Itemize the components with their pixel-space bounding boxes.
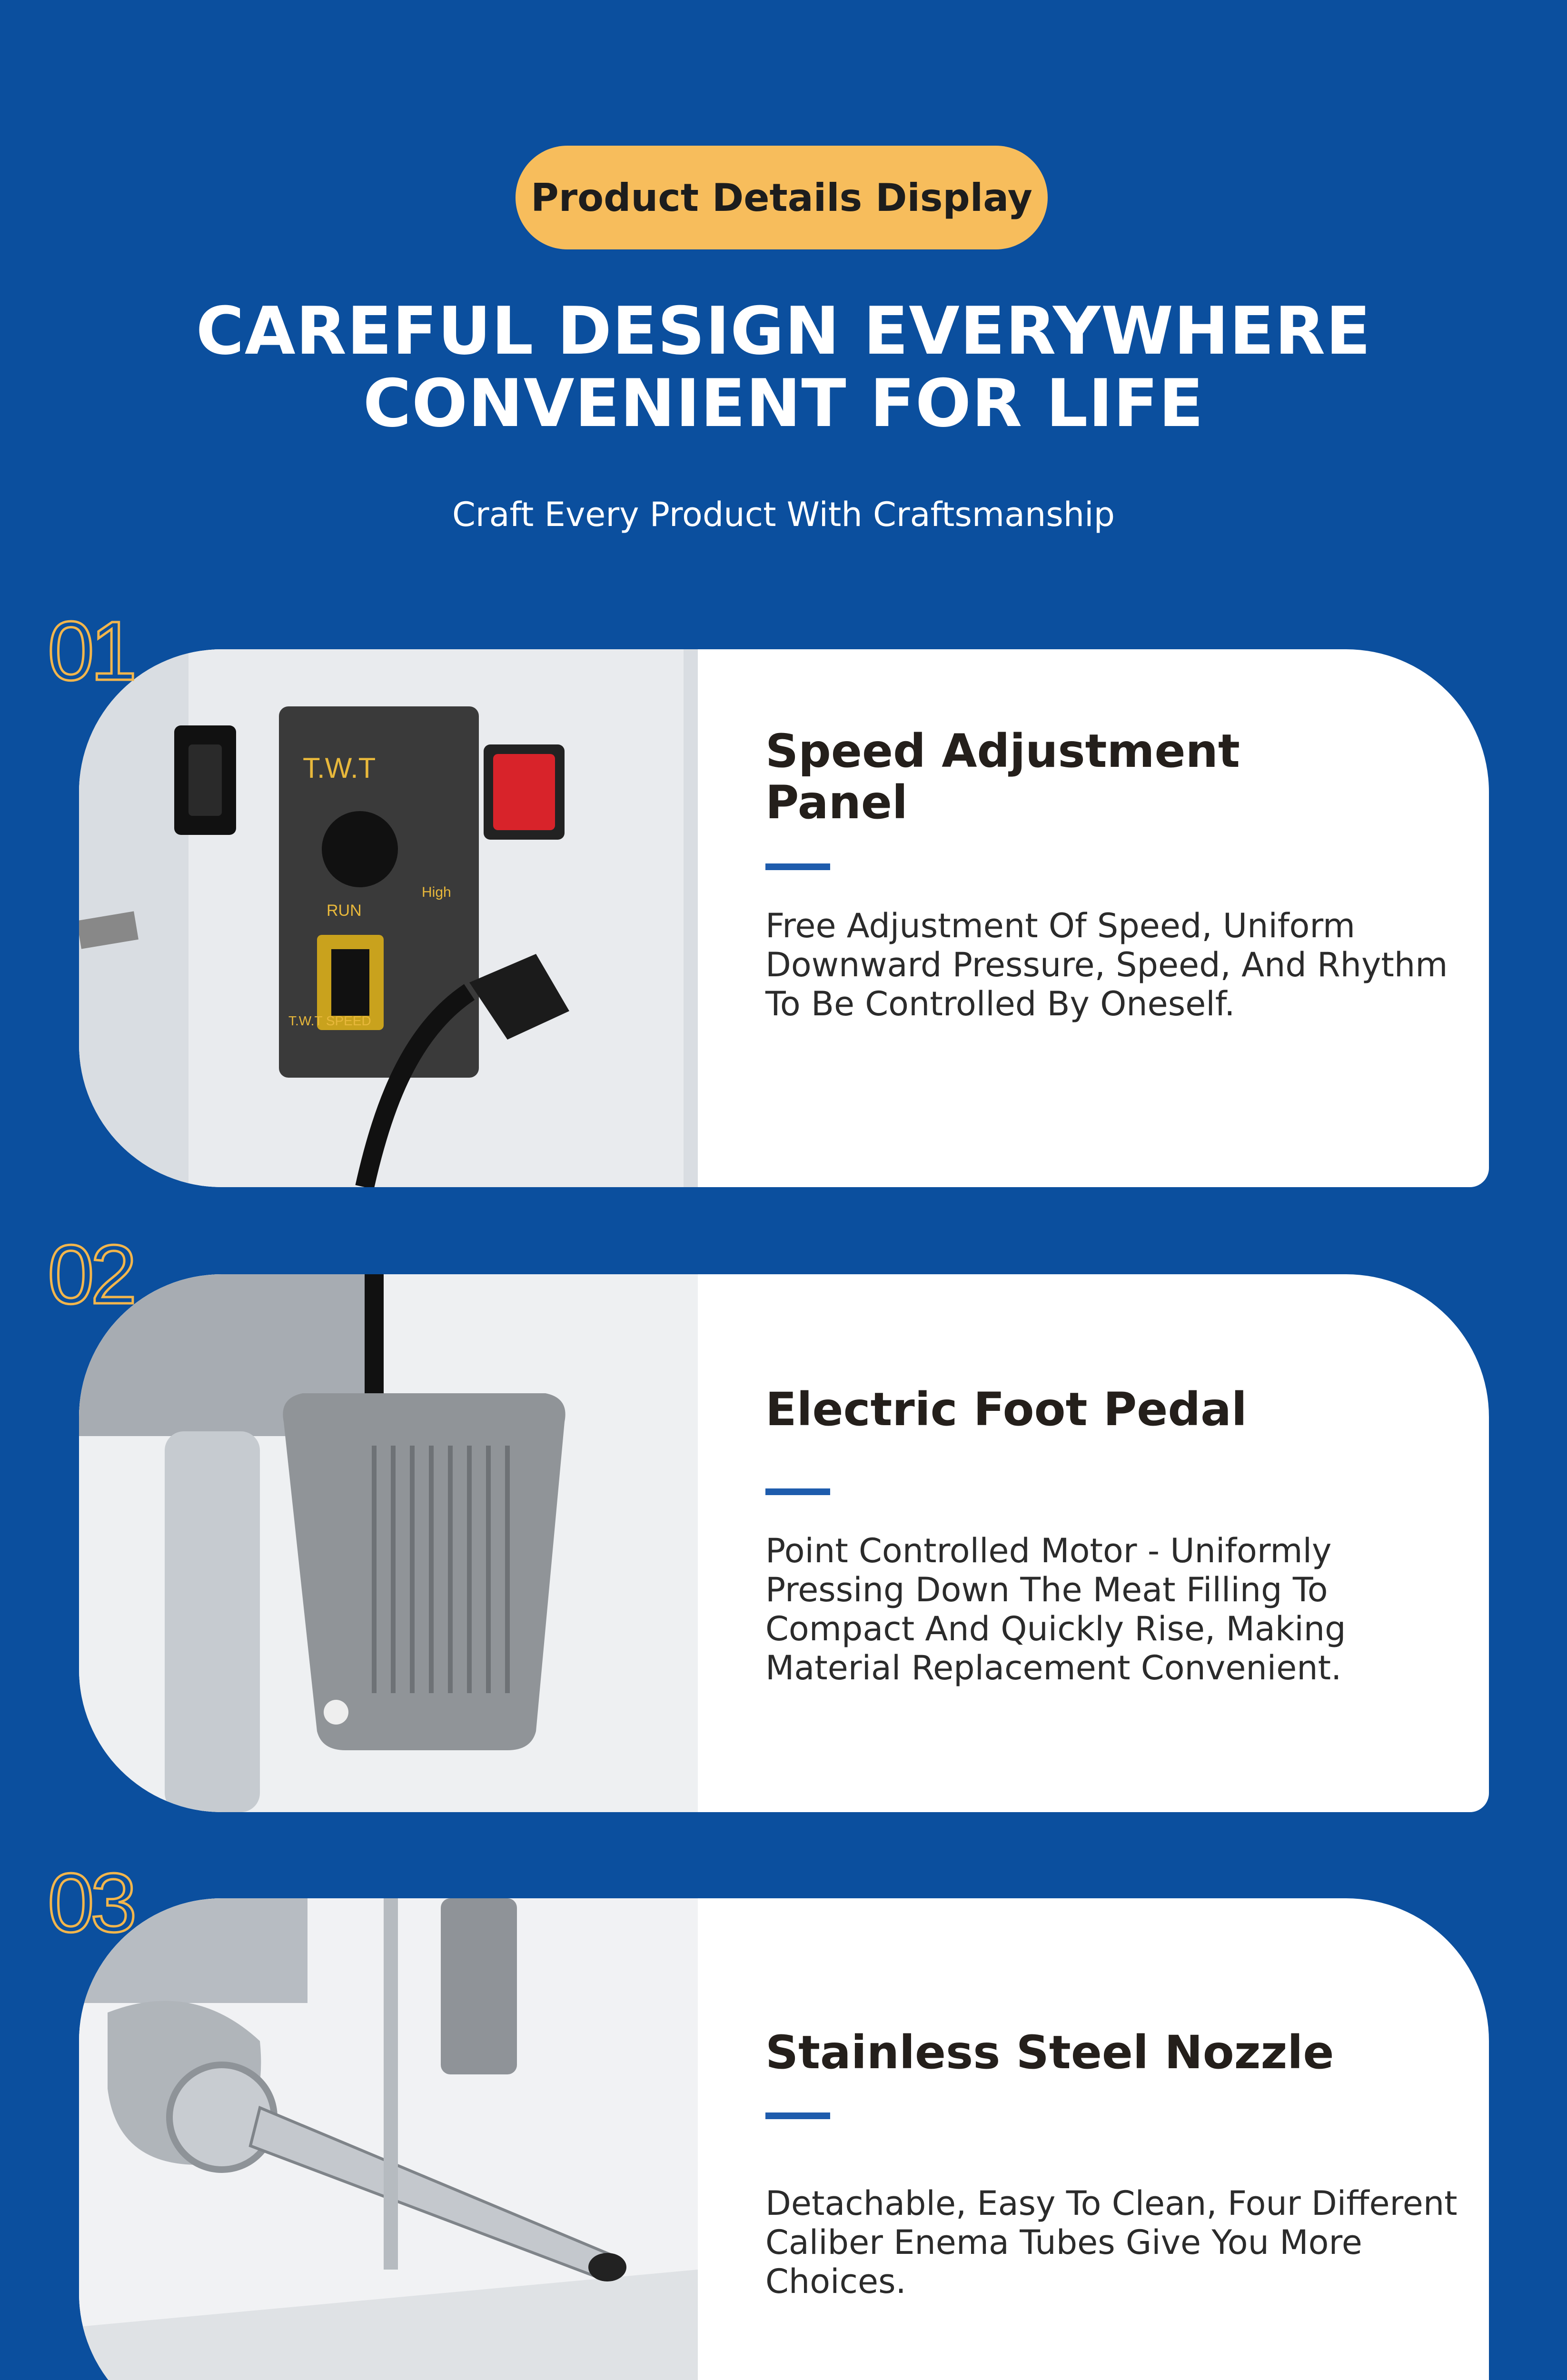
speed-control-panel-photo [79,649,698,1187]
nozzle-text [765,1898,1460,2380]
feature-description: Point Controlled Motor - Uniformly Pressing Down The Meat Filling To Compact And Quickly Rise, Making Material Replacement Convenient. [765,1531,1346,1687]
feature-number: 02 [48,1228,133,1321]
feature-title-line-2: Panel [765,776,908,829]
foot-pedal-text [765,1274,1460,1812]
page-subheadline: Craft Every Product With Craftsmanship [452,495,1115,534]
accent-dash [765,863,830,870]
panel-brand: T.W.T [303,752,376,784]
panel-run: RUN [327,902,362,920]
panel-speed: T.W.T SPEED [288,1013,371,1028]
accent-dash [765,2112,830,2119]
feature-card-speed-panel [79,649,1489,1187]
nozzle-photo [79,1898,698,2380]
panel-high: High [422,884,451,900]
feature-number: 03 [48,1856,133,1950]
feature-title-line-1: Speed Adjustment [765,724,1240,778]
foot-pedal-photo [79,1274,698,1812]
feature-description: Detachable, Easy To Clean, Four Different Caliber Enema Tubes Give You More Choices. [765,2184,1458,2301]
feature-description: Free Adjustment Of Speed, Uniform Downward Pressure, Speed, And Rhythm To Be Controlled By Oneself. [765,906,1448,1023]
speed-panel-text [765,649,1460,1187]
feature-title [765,2027,1432,2078]
page-headline [0,295,1567,440]
feature-card-foot-pedal [79,1274,1489,1812]
feature-title-line-1: Electric Foot Pedal [765,1383,1247,1436]
feature-number: 01 [48,605,133,698]
product-details-badge: Product Details Display [516,146,1048,249]
accent-dash [765,1488,830,1495]
headline-line-1: CAREFUL DESIGN EVERYWHERE [196,293,1371,369]
headline-line-2: CONVENIENT FOR LIFE [363,365,1204,442]
feature-card-nozzle [79,1898,1489,2380]
feature-title [765,725,1432,828]
feature-title-line-1: Stainless Steel Nozzle [765,2026,1334,2079]
feature-title [765,1384,1432,1435]
